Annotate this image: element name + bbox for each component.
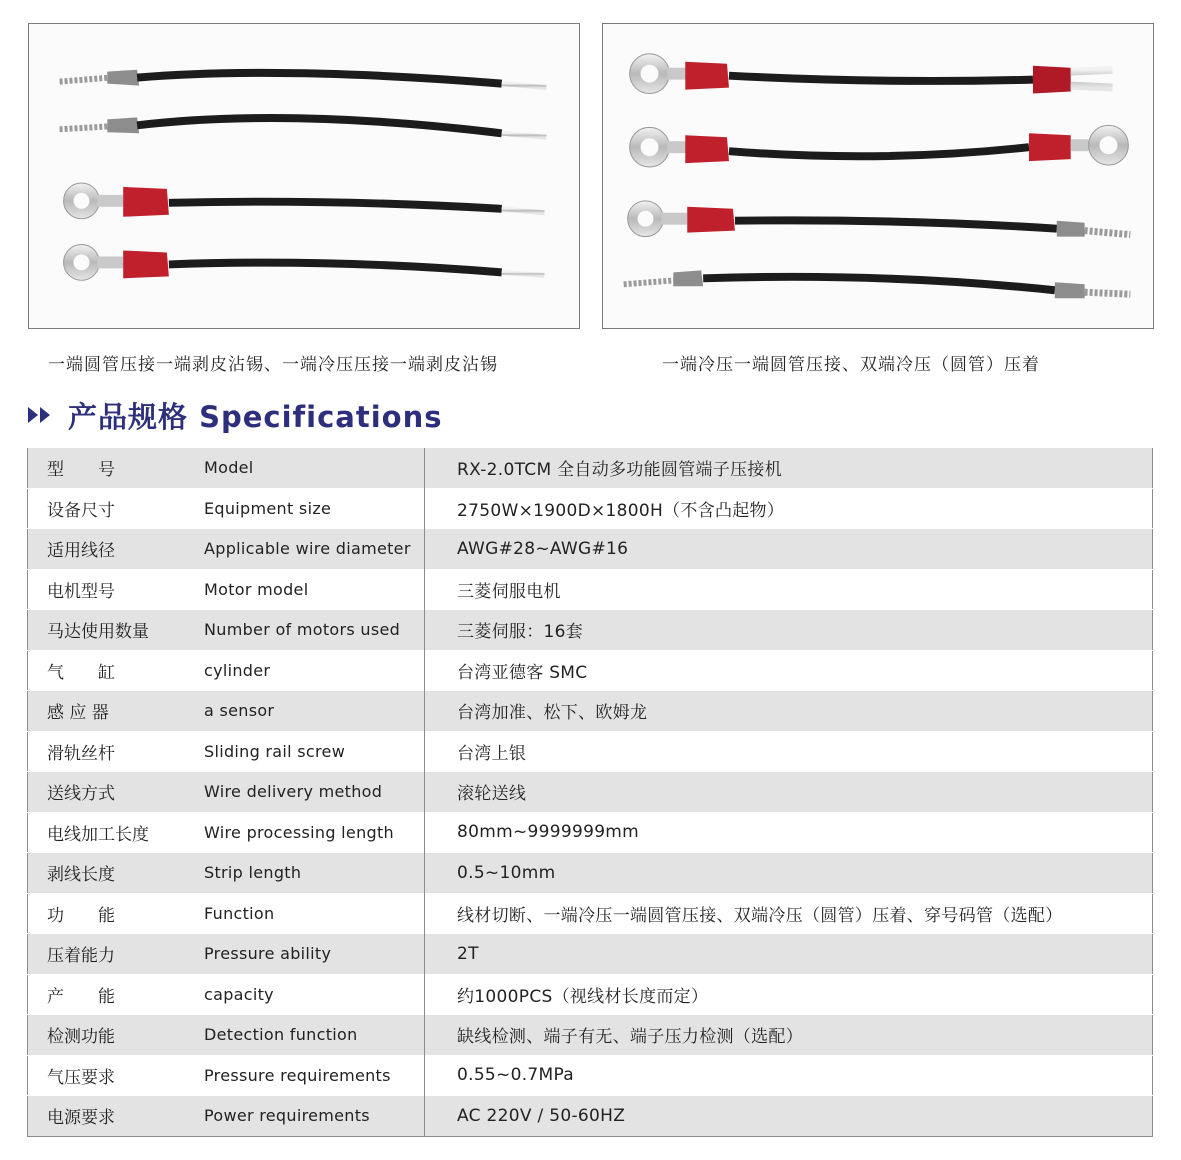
- spec-row: [28, 893, 1153, 934]
- product-photo-left: [28, 23, 580, 329]
- spec-row: [28, 772, 1153, 813]
- wire-ring-ferrule: [628, 201, 1131, 237]
- spec-label-en: Strip length: [204, 853, 425, 894]
- wire-ring-strip-2: [64, 245, 545, 281]
- spec-row: [28, 1015, 1153, 1056]
- spec-value: RX-2.0TCM 全自动多功能圆管端子压接机: [425, 448, 1153, 489]
- spec-value: 80mm~9999999mm: [425, 812, 1153, 853]
- section-title: 产品规格 Specifications: [68, 399, 443, 434]
- spec-label-cn: 送线方式: [28, 772, 205, 813]
- spec-label-cn: 气压要求: [28, 1055, 205, 1096]
- spec-label-cn: 电机型号: [28, 569, 205, 610]
- product-photo-right: [602, 23, 1154, 329]
- spec-label-en: Sliding rail screw: [204, 731, 425, 772]
- wire-ferrule-strip-1: [60, 70, 547, 88]
- spec-label-en: Motor model: [204, 569, 425, 610]
- spec-row: [28, 691, 1153, 732]
- spec-label-en: capacity: [204, 974, 425, 1015]
- spec-row: [28, 731, 1153, 772]
- spec-label-en: Number of motors used: [204, 610, 425, 651]
- spec-row: [28, 488, 1153, 529]
- spec-row: [28, 853, 1153, 894]
- wire-ring-fork: [630, 54, 1113, 94]
- spec-label-en: Equipment size: [204, 488, 425, 529]
- spec-label-cn: 电线加工长度: [28, 812, 205, 853]
- spec-row: [28, 448, 1153, 489]
- caption-right: 一端冷压一端圆管压接、双端冷压（圆管）压着: [662, 355, 1040, 375]
- wire-ferrule-strip-2: [60, 117, 547, 137]
- spec-label-cn: 压着能力: [28, 934, 205, 975]
- spec-value: 台湾上银: [425, 731, 1153, 772]
- spec-label-en: Pressure ability: [204, 934, 425, 975]
- spec-row: [28, 1096, 1153, 1137]
- spec-row: [28, 650, 1153, 691]
- spec-value: AWG#28~AWG#16: [425, 529, 1153, 570]
- spec-value: 2T: [425, 934, 1153, 975]
- spec-label-cn: 适用线径: [28, 529, 205, 570]
- specifications-table: [27, 447, 1153, 1137]
- spec-value: 约1000PCS（视线材长度而定）: [425, 974, 1153, 1015]
- spec-value: 三菱伺服：16套: [425, 610, 1153, 651]
- spec-label-cn: 型 号: [28, 448, 205, 489]
- spec-label-cn: 产 能: [28, 974, 205, 1015]
- spec-value: 台湾亚德客 SMC: [425, 650, 1153, 691]
- caption-left: 一端圆管压接一端剥皮沾锡、一端冷压压接一端剥皮沾锡: [48, 355, 498, 375]
- spec-label-en: cylinder: [204, 650, 425, 691]
- spec-value: 2750W×1900D×1800H（不含凸起物）: [425, 488, 1153, 529]
- double-arrow-icon: [28, 407, 52, 423]
- spec-value: 缺线检测、端子有无、端子压力检测（选配）: [425, 1015, 1153, 1056]
- section-heading: [28, 395, 443, 435]
- wire-ferrule-ferrule: [624, 270, 1131, 298]
- spec-label-cn: 滑轨丝杆: [28, 731, 205, 772]
- spec-row: [28, 610, 1153, 651]
- spec-value: 线材切断、一端冷压一端圆管压接、双端冷压（圆管）压着、穿号码管（选配）: [425, 893, 1153, 934]
- spec-label-cn: 检测功能: [28, 1015, 205, 1056]
- spec-label-en: Power requirements: [204, 1096, 425, 1137]
- spec-value: 0.5~10mm: [425, 853, 1153, 894]
- spec-label-en: Model: [204, 448, 425, 489]
- spec-label-cn: 气 缸: [28, 650, 205, 691]
- spec-label-en: Wire processing length: [204, 812, 425, 853]
- spec-row: [28, 569, 1153, 610]
- spec-row: [28, 1055, 1153, 1096]
- spec-label-en: Pressure requirements: [204, 1055, 425, 1096]
- spec-value: 滚轮送线: [425, 772, 1153, 813]
- spec-value: AC 220V / 50-60HZ: [425, 1096, 1153, 1137]
- spec-label-en: Applicable wire diameter: [204, 529, 425, 570]
- spec-row: [28, 529, 1153, 570]
- spec-value: 三菱伺服电机: [425, 569, 1153, 610]
- spec-label-cn: 马达使用数量: [28, 610, 205, 651]
- spec-label-en: Detection function: [204, 1015, 425, 1056]
- spec-label-cn: 设备尺寸: [28, 488, 205, 529]
- spec-row: [28, 934, 1153, 975]
- spec-label-cn: 功 能: [28, 893, 205, 934]
- wire-ring-strip-1: [64, 183, 545, 219]
- spec-label-cn: 剥线长度: [28, 853, 205, 894]
- spec-label-cn: 电源要求: [28, 1096, 205, 1137]
- spec-row: [28, 974, 1153, 1015]
- spec-value: 0.55~0.7MPa: [425, 1055, 1153, 1096]
- spec-label-en: a sensor: [204, 691, 425, 732]
- spec-value: 台湾加准、松下、欧姆龙: [425, 691, 1153, 732]
- spec-label-cn: 感 应 器: [28, 691, 205, 732]
- spec-label-en: Function: [204, 893, 425, 934]
- wire-ring-ring: [630, 125, 1129, 167]
- spec-label-en: Wire delivery method: [204, 772, 425, 813]
- spec-row: [28, 812, 1153, 853]
